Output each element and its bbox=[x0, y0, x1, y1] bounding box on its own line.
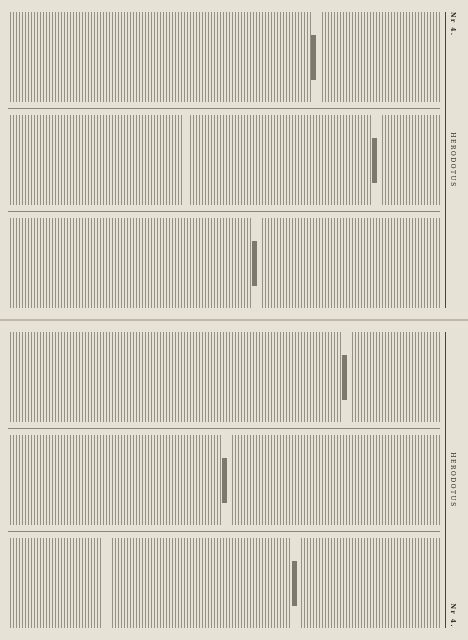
right-page-number: Nr 4. bbox=[449, 603, 456, 628]
text-column bbox=[8, 538, 440, 628]
text-column bbox=[8, 332, 440, 422]
column-rule bbox=[8, 108, 440, 109]
text-column bbox=[8, 115, 440, 205]
text-column bbox=[8, 218, 440, 308]
text-column bbox=[8, 12, 440, 102]
right-masthead bbox=[445, 332, 458, 628]
right-columns bbox=[8, 332, 440, 628]
column-rule bbox=[8, 531, 440, 532]
right-page-title: HERODOTUS bbox=[449, 452, 456, 508]
left-masthead bbox=[445, 12, 458, 308]
left-page-number: Nr 4. bbox=[449, 12, 456, 37]
column-rule bbox=[8, 428, 440, 429]
left-page-title: HERODOTUS bbox=[449, 132, 456, 188]
text-column bbox=[8, 435, 440, 525]
right-page bbox=[0, 320, 468, 640]
left-columns bbox=[8, 12, 440, 308]
column-rule bbox=[8, 211, 440, 212]
